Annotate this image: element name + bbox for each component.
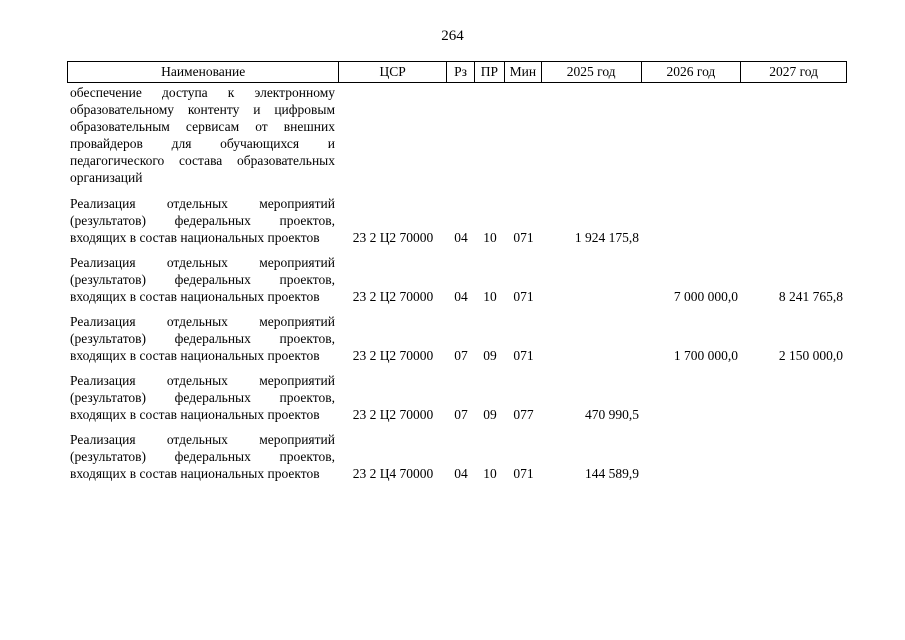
table-row xyxy=(67,372,847,423)
row-2027: 8 241 765,8 xyxy=(778,289,843,304)
header-rz: Рз xyxy=(447,62,475,82)
header-pr: ПР xyxy=(475,62,505,82)
row-csr: 23 2 Ц4 70000 xyxy=(352,466,434,481)
row-csr: 23 2 Ц2 70000 xyxy=(352,407,434,422)
row-min: 071 xyxy=(513,348,534,363)
table-body xyxy=(67,84,847,482)
row-min: 071 xyxy=(513,230,534,245)
row-2027: 2 150 000,0 xyxy=(778,348,843,363)
row-name: Реализация отдельных мероприятий (результатов) федеральных проектов, входящих в состав национальных проектов xyxy=(70,314,335,363)
header-min: Мин xyxy=(505,62,542,82)
row-csr: 23 2 Ц2 70000 xyxy=(352,348,434,363)
row-name: Реализация отдельных мероприятий (результатов) федеральных проектов, входящих в состав национальных проектов xyxy=(70,373,335,422)
table-header xyxy=(67,61,847,83)
header-2025: 2025 год xyxy=(542,62,642,82)
row-pr: 10 xyxy=(483,289,497,304)
row-csr: 23 2 Ц2 70000 xyxy=(352,289,434,304)
row-2025: 470 990,5 xyxy=(585,407,639,422)
table-row xyxy=(67,431,847,482)
row-pr: 09 xyxy=(483,407,497,422)
row-csr: 23 2 Ц2 70000 xyxy=(352,230,434,245)
row-rz: 04 xyxy=(454,230,468,245)
row-min: 071 xyxy=(513,466,534,481)
row-rz: 04 xyxy=(454,466,468,481)
row-2026: 7 000 000,0 xyxy=(673,289,738,304)
header-2027: 2027 год xyxy=(769,64,819,79)
row-min: 077 xyxy=(513,407,534,422)
header-name: Наименование xyxy=(68,62,339,82)
row-pr: 09 xyxy=(483,348,497,363)
table-row xyxy=(67,313,847,364)
header-2026: 2026 год xyxy=(642,62,742,82)
row-2025: 1 924 175,8 xyxy=(574,230,639,245)
row-name: обеспечение доступа к электронному образовательному контенту и цифровым образовательным сервисам от внешних провайдеров для обучающихся и педагогического состава образовательных организаций xyxy=(70,85,335,185)
row-2026: 1 700 000,0 xyxy=(673,348,738,363)
row-rz: 04 xyxy=(454,289,468,304)
row-name: Реализация отдельных мероприятий (результатов) федеральных проектов, входящих в состав национальных проектов xyxy=(70,432,335,481)
row-name: Реализация отдельных мероприятий (результатов) федеральных проектов, входящих в состав национальных проектов xyxy=(70,255,335,304)
row-2025: 144 589,9 xyxy=(585,466,639,481)
row-rz: 07 xyxy=(454,407,468,422)
header-csr: ЦСР xyxy=(339,62,447,82)
table-row xyxy=(67,84,847,186)
row-pr: 10 xyxy=(483,230,497,245)
row-name: Реализация отдельных мероприятий (результатов) федеральных проектов, входящих в состав национальных проектов xyxy=(70,196,335,245)
table-row xyxy=(67,254,847,305)
row-pr: 10 xyxy=(483,466,497,481)
page-number: 264 xyxy=(441,28,464,44)
table-row xyxy=(67,195,847,246)
row-rz: 07 xyxy=(454,348,468,363)
row-min: 071 xyxy=(513,289,534,304)
